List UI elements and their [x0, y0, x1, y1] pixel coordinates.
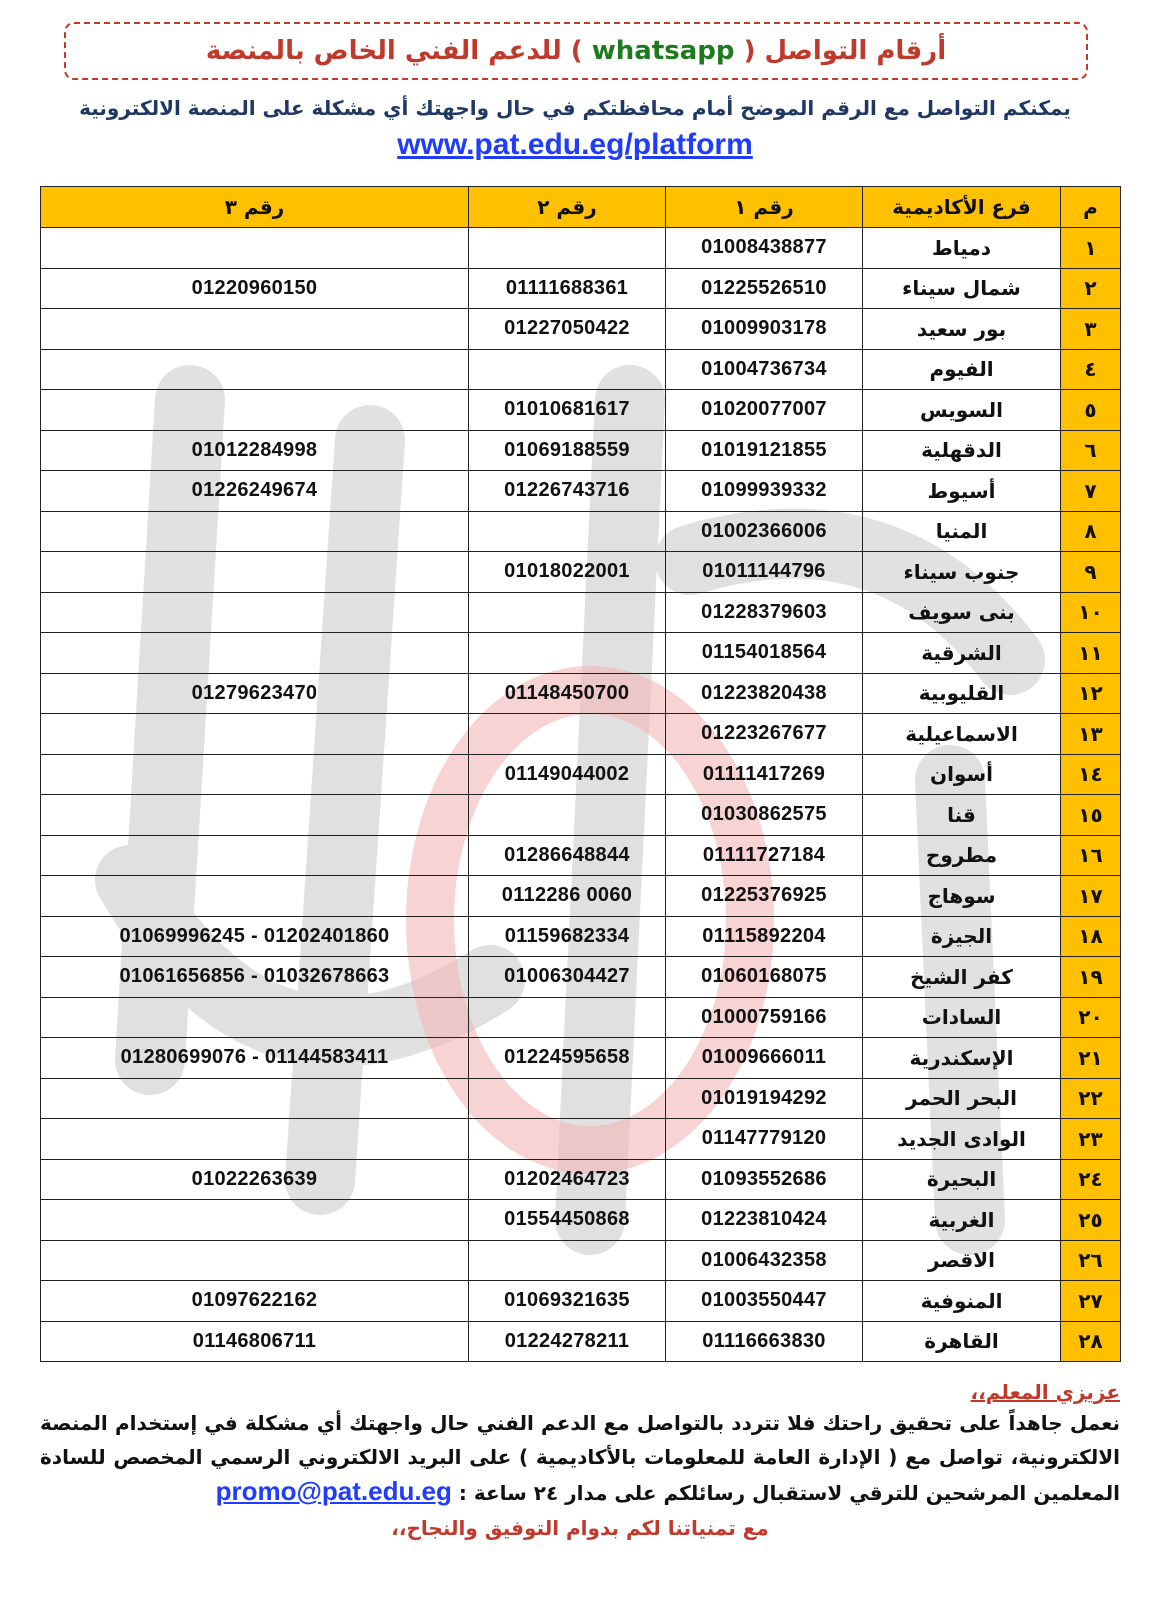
phone-1: 01008438877 [666, 228, 863, 269]
phone-3: 01061656856 - 01032678663 [41, 957, 469, 998]
branch-name: جنوب سيناء [863, 552, 1061, 593]
phone-2 [469, 997, 666, 1038]
row-index: ٢٥ [1061, 1200, 1121, 1241]
table-row [41, 228, 1121, 269]
table-row [41, 957, 1121, 998]
branch-name: أسوان [863, 754, 1061, 795]
phone-2: 01554450868 [469, 1200, 666, 1241]
phone-2: 01010681617 [469, 390, 666, 431]
row-index: ٢٦ [1061, 1240, 1121, 1281]
row-index: ١٧ [1061, 876, 1121, 917]
branch-name: الجيزة [863, 916, 1061, 957]
table-row [41, 1321, 1121, 1362]
row-index: ٥ [1061, 390, 1121, 431]
greeting: عزيزي المعلم،، [970, 1380, 1120, 1404]
phone-2 [469, 1119, 666, 1160]
table-row [41, 1240, 1121, 1281]
phone-2 [469, 228, 666, 269]
header-number-2: رقم ٢ [469, 187, 666, 228]
phone-3 [41, 754, 469, 795]
table-row [41, 349, 1121, 390]
table-row [41, 997, 1121, 1038]
phone-3 [41, 633, 469, 674]
phone-2: 01202464723 [469, 1159, 666, 1200]
table-row [41, 1159, 1121, 1200]
row-index: ١٣ [1061, 714, 1121, 755]
phone-3 [41, 552, 469, 593]
phone-1: 01115892204 [666, 916, 863, 957]
phone-2 [469, 1240, 666, 1281]
branch-name: القاهرة [863, 1321, 1061, 1362]
phone-2 [469, 511, 666, 552]
header-index: م [1061, 187, 1121, 228]
phone-3 [41, 1200, 469, 1241]
branch-name: دمياط [863, 228, 1061, 269]
phone-2: 01149044002 [469, 754, 666, 795]
phone-1: 01116663830 [666, 1321, 863, 1362]
table-row [41, 1038, 1121, 1079]
branch-name: السادات [863, 997, 1061, 1038]
phone-3 [41, 1078, 469, 1119]
branch-name: قنا [863, 795, 1061, 836]
phone-2: 01148450700 [469, 673, 666, 714]
phone-3 [41, 795, 469, 836]
branch-name: الاسماعيلية [863, 714, 1061, 755]
branch-name: الوادى الجديد [863, 1119, 1061, 1160]
phone-3 [41, 349, 469, 390]
phone-1: 01111727184 [666, 835, 863, 876]
phone-2 [469, 1078, 666, 1119]
row-index: ١٥ [1061, 795, 1121, 836]
phone-3: 01069996245 - 01202401860 [41, 916, 469, 957]
phone-1: 01228379603 [666, 592, 863, 633]
branch-name: الإسكندرية [863, 1038, 1061, 1079]
intro-text: يمكنكم التواصل مع الرقم الموضح أمام محافظتكم في حال واجهتك أي مشكلة على المنصة الالكترونية [79, 96, 1071, 120]
row-index: ١٩ [1061, 957, 1121, 998]
table-row [41, 795, 1121, 836]
table-row [41, 673, 1121, 714]
phone-1: 01223810424 [666, 1200, 863, 1241]
phone-1: 01000759166 [666, 997, 863, 1038]
phone-3: 01022263639 [41, 1159, 469, 1200]
row-index: ١٨ [1061, 916, 1121, 957]
phone-3 [41, 876, 469, 917]
table-row [41, 268, 1121, 309]
table-row [41, 511, 1121, 552]
table-row [41, 1119, 1121, 1160]
phone-2: 01286648844 [469, 835, 666, 876]
row-index: ٢٠ [1061, 997, 1121, 1038]
table-row [41, 309, 1121, 350]
row-index: ١ [1061, 228, 1121, 269]
phone-2: 0112286 0060 [469, 876, 666, 917]
phone-2: 01226743716 [469, 471, 666, 512]
phone-2: 01159682334 [469, 916, 666, 957]
title-app-name: whatsapp [591, 36, 735, 66]
branch-name: المنيا [863, 511, 1061, 552]
row-index: ٢٢ [1061, 1078, 1121, 1119]
header-number-1: رقم ١ [666, 187, 863, 228]
phone-1: 01225376925 [666, 876, 863, 917]
branch-name: البحر الحمر [863, 1078, 1061, 1119]
phone-2 [469, 795, 666, 836]
branch-name: القليوبية [863, 673, 1061, 714]
phone-3 [41, 390, 469, 431]
phone-1: 01019121855 [666, 430, 863, 471]
table-row [41, 714, 1121, 755]
phone-2: 01111688361 [469, 268, 666, 309]
table-row [41, 835, 1121, 876]
support-paragraph [40, 1406, 1120, 1510]
row-index: ٨ [1061, 511, 1121, 552]
phone-1: 01009903178 [666, 309, 863, 350]
phone-3 [41, 1240, 469, 1281]
title-suffix: ) للدعم الفني الخاص بالمنصة [205, 36, 583, 66]
phone-2: 01006304427 [469, 957, 666, 998]
title-box [64, 22, 1088, 80]
branch-name: الشرقية [863, 633, 1061, 674]
table-row [41, 471, 1121, 512]
table-row [41, 754, 1121, 795]
phone-2: 01069321635 [469, 1281, 666, 1322]
phone-1: 01004736734 [666, 349, 863, 390]
phone-1: 01020077007 [666, 390, 863, 431]
header-number-3: رقم ٣ [41, 187, 469, 228]
branch-name: السويس [863, 390, 1061, 431]
phone-3 [41, 997, 469, 1038]
phone-3 [41, 309, 469, 350]
branch-name: الفيوم [863, 349, 1061, 390]
phone-1: 01006432358 [666, 1240, 863, 1281]
phone-3 [41, 228, 469, 269]
phone-1: 01002366006 [666, 511, 863, 552]
phone-1: 01011144796 [666, 552, 863, 593]
table-row [41, 390, 1121, 431]
row-index: ٢٧ [1061, 1281, 1121, 1322]
branch-name: بور سعيد [863, 309, 1061, 350]
phone-1: 01223267677 [666, 714, 863, 755]
phone-1: 01154018564 [666, 633, 863, 674]
table-row [41, 1078, 1121, 1119]
phone-1: 01093552686 [666, 1159, 863, 1200]
table-row [41, 592, 1121, 633]
row-index: ٢٨ [1061, 1321, 1121, 1362]
phone-3 [41, 511, 469, 552]
phone-3: 01146806711 [41, 1321, 469, 1362]
phone-3 [41, 835, 469, 876]
header-branch: فرع الأكاديمية [863, 187, 1061, 228]
phone-2: 01224278211 [469, 1321, 666, 1362]
phone-3: 01226249674 [41, 471, 469, 512]
phone-3: 01279623470 [41, 673, 469, 714]
branch-name: مطروح [863, 835, 1061, 876]
phone-2: 01227050422 [469, 309, 666, 350]
row-index: ٩ [1061, 552, 1121, 593]
table-row [41, 633, 1121, 674]
row-index: ٢ [1061, 268, 1121, 309]
row-index: ٤ [1061, 349, 1121, 390]
phone-1: 01009666011 [666, 1038, 863, 1079]
phone-2: 01224595658 [469, 1038, 666, 1079]
table-row [41, 1281, 1121, 1322]
table-row [41, 876, 1121, 917]
phone-1: 01099939332 [666, 471, 863, 512]
branch-name: الدقهلية [863, 430, 1061, 471]
phone-2 [469, 592, 666, 633]
phone-2 [469, 633, 666, 674]
phone-3 [41, 592, 469, 633]
branch-name: سوهاج [863, 876, 1061, 917]
table-body [41, 228, 1121, 1362]
branch-name: أسيوط [863, 471, 1061, 512]
phone-1: 01223820438 [666, 673, 863, 714]
phone-2: 01069188559 [469, 430, 666, 471]
phone-2: 01018022001 [469, 552, 666, 593]
table-row [41, 1200, 1121, 1241]
phone-2 [469, 714, 666, 755]
row-index: ١٢ [1061, 673, 1121, 714]
table-row [41, 916, 1121, 957]
page-title [206, 36, 946, 66]
row-index: ١٦ [1061, 835, 1121, 876]
title-prefix: أرقام التواصل ( [743, 36, 947, 66]
row-index: ٢١ [1061, 1038, 1121, 1079]
phone-3 [41, 1119, 469, 1160]
branch-name: شمال سيناء [863, 268, 1061, 309]
phone-1: 01019194292 [666, 1078, 863, 1119]
contacts-table [40, 186, 1121, 1362]
phone-3 [41, 714, 469, 755]
phone-1: 01030862575 [666, 795, 863, 836]
phone-1: 01003550447 [666, 1281, 863, 1322]
phone-1: 01060168075 [666, 957, 863, 998]
phone-3: 01012284998 [41, 430, 469, 471]
phone-2 [469, 349, 666, 390]
footer [40, 1380, 1120, 1540]
table-row [41, 552, 1121, 593]
row-index: ٢٤ [1061, 1159, 1121, 1200]
phone-3: 01097622162 [41, 1281, 469, 1322]
phone-3: 01220960150 [41, 268, 469, 309]
branch-name: البحيرة [863, 1159, 1061, 1200]
row-index: ١١ [1061, 633, 1121, 674]
closing-wish: مع تمنياتنا لكم بدوام التوفيق والنجاح،، [391, 1516, 769, 1540]
platform-link[interactable]: www.pat.edu.eg/platform [397, 128, 753, 161]
row-index: ٢٣ [1061, 1119, 1121, 1160]
row-index: ١٠ [1061, 592, 1121, 633]
support-text: نعمل جاهداً على تحقيق راحتك فلا تتردد بالتواصل مع الدعم الفني حال واجهتك أي مشكلة في إستخدام المنصة الالكترونية، تواصل مع ( الإدارة العامة للمعلومات بالأكاديمية ) على البريد الالكتروني الرسمي المخصص للسادة المعلمين المرشحين للترقي لاستقبال رسائلكم على مدار ٢٤ ساعة : [40, 1411, 1120, 1505]
branch-name: المنوفية [863, 1281, 1061, 1322]
row-index: ١٤ [1061, 754, 1121, 795]
branch-name: بنى سويف [863, 592, 1061, 633]
phone-1: 01147779120 [666, 1119, 863, 1160]
email-link[interactable]: promo@pat.edu.eg [215, 1476, 452, 1506]
phone-1: 01111417269 [666, 754, 863, 795]
table-header-row [41, 187, 1121, 228]
row-index: ٣ [1061, 309, 1121, 350]
phone-3: 01280699076 - 01144583411 [41, 1038, 469, 1079]
branch-name: الغربية [863, 1200, 1061, 1241]
phone-1: 01225526510 [666, 268, 863, 309]
branch-name: كفر الشيخ [863, 957, 1061, 998]
row-index: ٦ [1061, 430, 1121, 471]
table-row [41, 430, 1121, 471]
row-index: ٧ [1061, 471, 1121, 512]
branch-name: الاقصر [863, 1240, 1061, 1281]
